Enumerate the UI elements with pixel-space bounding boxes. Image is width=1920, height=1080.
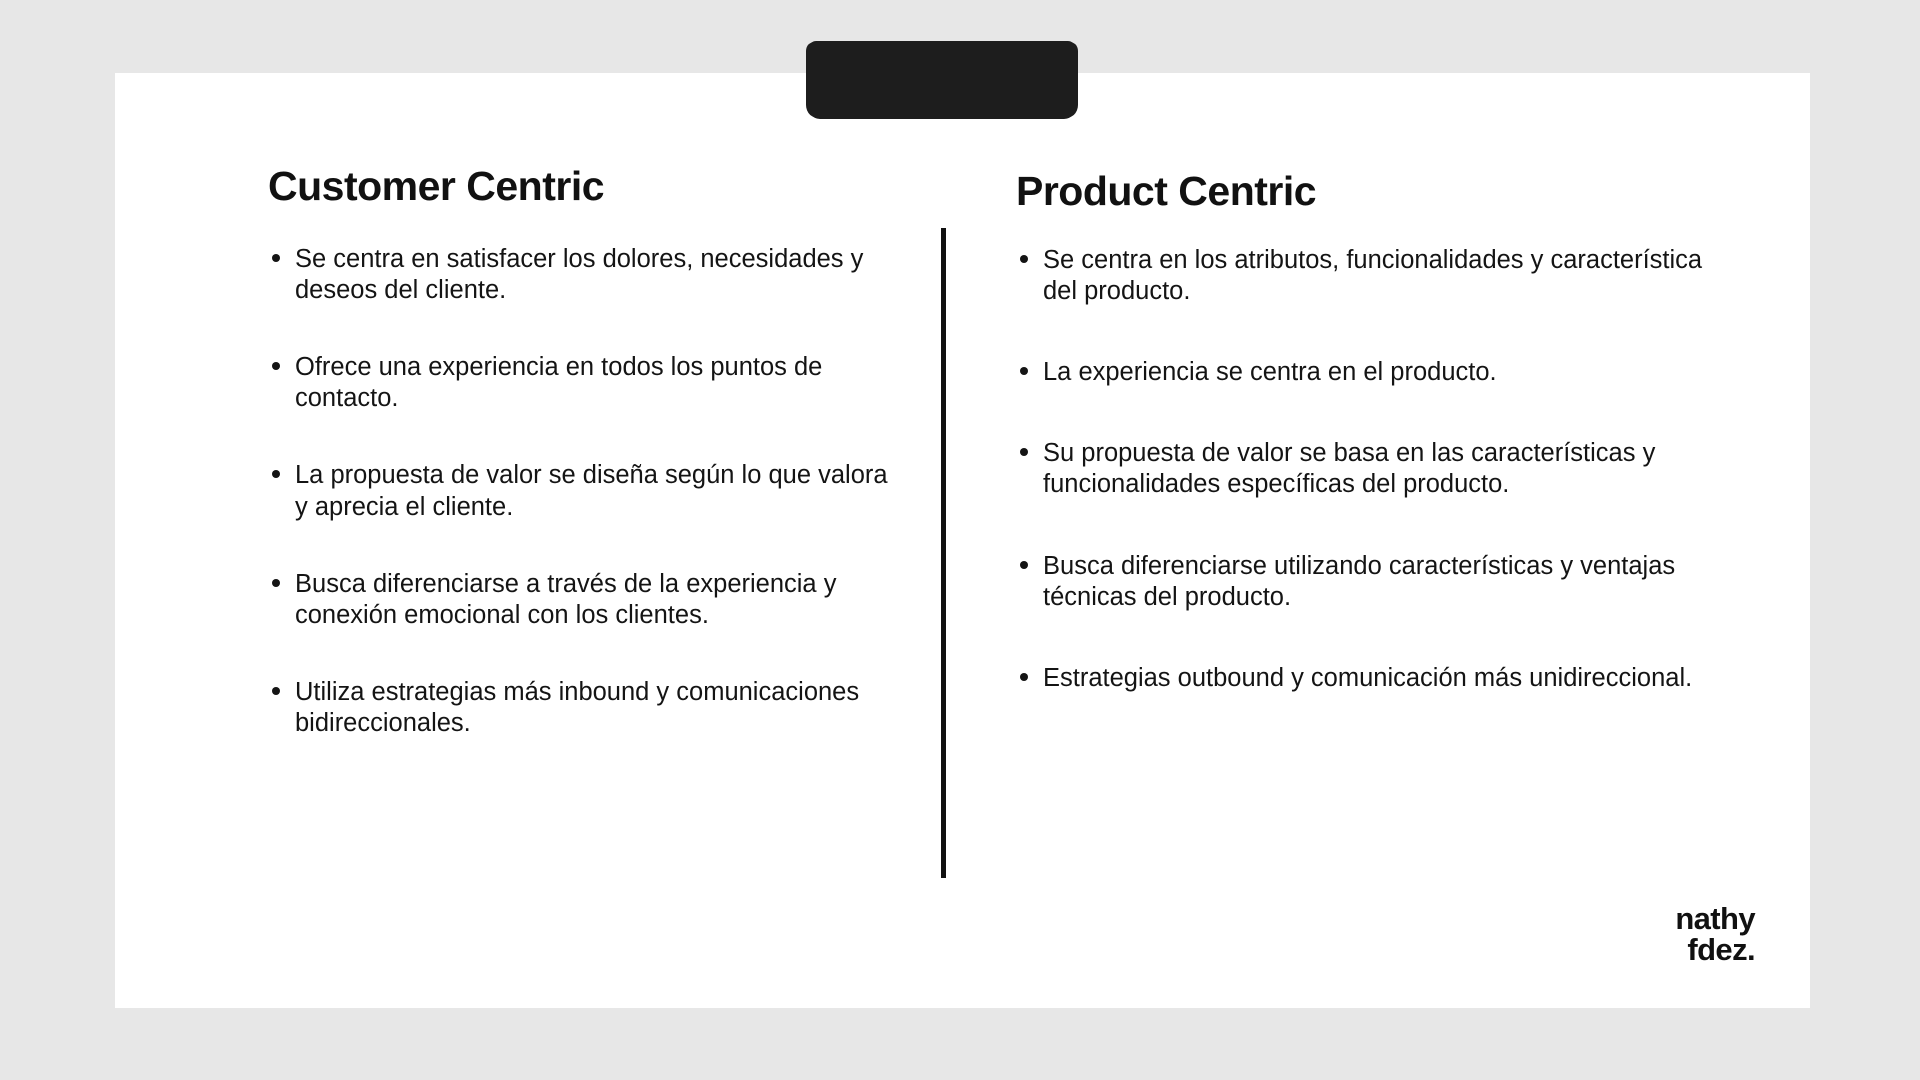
list-item: La propuesta de valor se diseña según lo que valora y aprecia el cliente. [268,460,888,522]
slide-card [115,73,1810,1008]
bullet-list-customer-centric [268,244,888,739]
column-divider [941,228,946,878]
column-title-product-centric: Product Centric [1016,168,1317,214]
brand-logo-line2: fdez. [1687,932,1755,968]
list-item: Estrategias outbound y comunicación más unidireccional. [1016,663,1716,694]
list-item: Su propuesta de valor se basa en las características y funcionalidades específicas del producto. [1016,438,1716,500]
brand-logo [1675,900,1755,968]
list-item: Utiliza estrategias más inbound y comunicaciones bidireccionales. [268,677,888,739]
list-item: Ofrece una experiencia en todos los puntos de contacto. [268,352,888,414]
list-item: La experiencia se centra en el producto. [1016,357,1716,388]
column-customer-centric [268,163,888,739]
bullet-list-product-centric [1016,245,1716,694]
brand-logo-line1: nathy [1675,900,1755,936]
list-item: Se centra en satisfacer los dolores, necesidades y deseos del cliente. [268,244,888,306]
column-product-centric [1016,163,1716,744]
column-title-customer-centric: Customer Centric [268,163,605,209]
list-item: Se centra en los atributos, funcionalidades y característica del producto. [1016,245,1716,307]
tape-strip-icon [806,41,1078,119]
comparison-columns [115,73,1810,1008]
list-item: Busca diferenciarse a través de la experiencia y conexión emocional con los clientes. [268,569,888,631]
list-item: Busca diferenciarse utilizando características y ventajas técnicas del producto. [1016,551,1716,613]
